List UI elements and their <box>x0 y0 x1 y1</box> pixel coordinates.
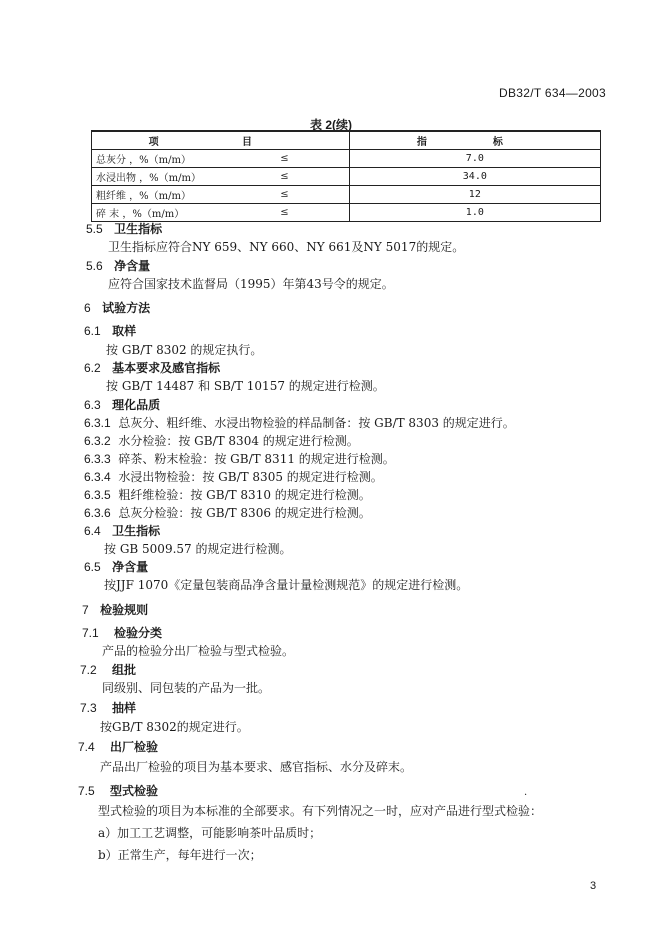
chapter-heading: 7 检验规则 <box>82 603 149 617</box>
paragraph: 同级别、同包装的产品为一批。 <box>102 681 271 695</box>
row-value: 12 <box>349 186 600 204</box>
paragraph: 产品出厂检验的项目为基本要求、感官指标、水分及碎末。 <box>100 760 413 774</box>
paragraph: 按 GB 5009.57 的规定进行检测。 <box>104 542 292 556</box>
document-code: DB32/T 634—2003 <box>498 86 606 100</box>
paragraph: 按GB/T 8302的规定进行。 <box>100 720 249 734</box>
section-heading: 6.5 净含量 <box>84 560 149 574</box>
row-value: 34.0 <box>349 168 600 186</box>
column-header-item: 项 目 <box>92 131 350 150</box>
section-heading: 7.5 型式检验 <box>78 784 158 798</box>
row-operator: ≤ <box>220 204 349 222</box>
table-row <box>92 204 601 222</box>
clause: 6.3.6 总灰分检验：按 GB/T 8306 的规定进行检测。 <box>84 506 371 520</box>
clause: 6.3.2 水分检验：按 GB/T 8304 的规定进行检测。 <box>84 434 359 448</box>
row-item-name: 总灰分 ，%（m/m） <box>92 150 221 168</box>
paragraph: 型式检验的项目为本标准的全部要求。有下列情况之一时，应对产品进行型式检验： <box>98 804 543 818</box>
section-heading: 6.2 基本要求及感官指标 <box>84 361 221 375</box>
table-row <box>92 168 601 186</box>
section-heading: 6.1 取样 <box>84 324 137 338</box>
row-value: 1.0 <box>349 204 600 222</box>
paragraph: 按 GB/T 14487 和 SB/T 10157 的规定进行检测。 <box>106 379 385 393</box>
column-header-spec: 指 标 <box>349 131 600 150</box>
section-heading: 7.3 抽样 <box>80 701 136 715</box>
table-header-row <box>92 131 601 150</box>
section-heading: 6.4 卫生指标 <box>84 524 161 538</box>
clause: 6.3.4 水浸出物检验：按 GB/T 8305 的规定进行检测。 <box>84 470 383 484</box>
row-operator: ≤ <box>220 186 349 204</box>
section-heading: 7.2 组批 <box>80 663 136 677</box>
row-operator: ≤ <box>220 150 349 168</box>
row-item-name: 碎 末 ，%（m/m） <box>92 204 221 222</box>
row-item-name: 水浸出物 ，%（m/m） <box>92 168 221 186</box>
paragraph: 卫生指标应符合NY 659、NY 660、NY 661及NY 5017的规定。 <box>108 240 465 254</box>
clause: 6.3.1 总灰分、粗纤维、水浸出物检验的样品制备：按 GB/T 8303 的规定进行。 <box>84 416 515 430</box>
clause: 6.3.3 碎茶、粉末检验：按 GB/T 8311 的规定进行检测。 <box>84 452 395 466</box>
table-caption: 表 2(续) <box>309 118 352 132</box>
paragraph: 产品的检验分出厂检验与型式检验。 <box>102 644 295 658</box>
table-row <box>92 150 601 168</box>
stray-mark: . <box>524 787 528 798</box>
section-heading: 5.6 净含量 <box>86 259 151 273</box>
paragraph: 应符合国家技术监督局（1995）年第43号令的规定。 <box>108 277 394 291</box>
clause: 6.3.5 粗纤维检验：按 GB/T 8310 的规定进行检测。 <box>84 488 371 502</box>
section-heading: 6.3 理化品质 <box>84 398 161 412</box>
section-heading: 7.1 检验分类 <box>82 626 162 640</box>
table-row <box>92 186 601 204</box>
row-value: 7.0 <box>349 150 600 168</box>
spec-table <box>91 130 601 222</box>
row-item-name: 粗纤维 ，%（m/m） <box>92 186 221 204</box>
paragraph: 按JJF 1070《定量包装商品净含量计量检测规范》的规定进行检测。 <box>104 578 469 592</box>
page-number: 3 <box>590 880 597 892</box>
paragraph: 按 GB/T 8302 的规定执行。 <box>106 343 263 357</box>
row-operator: ≤ <box>220 168 349 186</box>
section-heading: 5.5 卫生指标 <box>86 222 163 236</box>
list-item: a）加工工艺调整，可能影响茶叶品质时； <box>98 826 322 840</box>
section-heading: 7.4 出厂检验 <box>78 740 158 754</box>
chapter-heading: 6 试验方法 <box>84 301 151 315</box>
list-item: b）正常生产，每年进行一次； <box>98 848 262 862</box>
